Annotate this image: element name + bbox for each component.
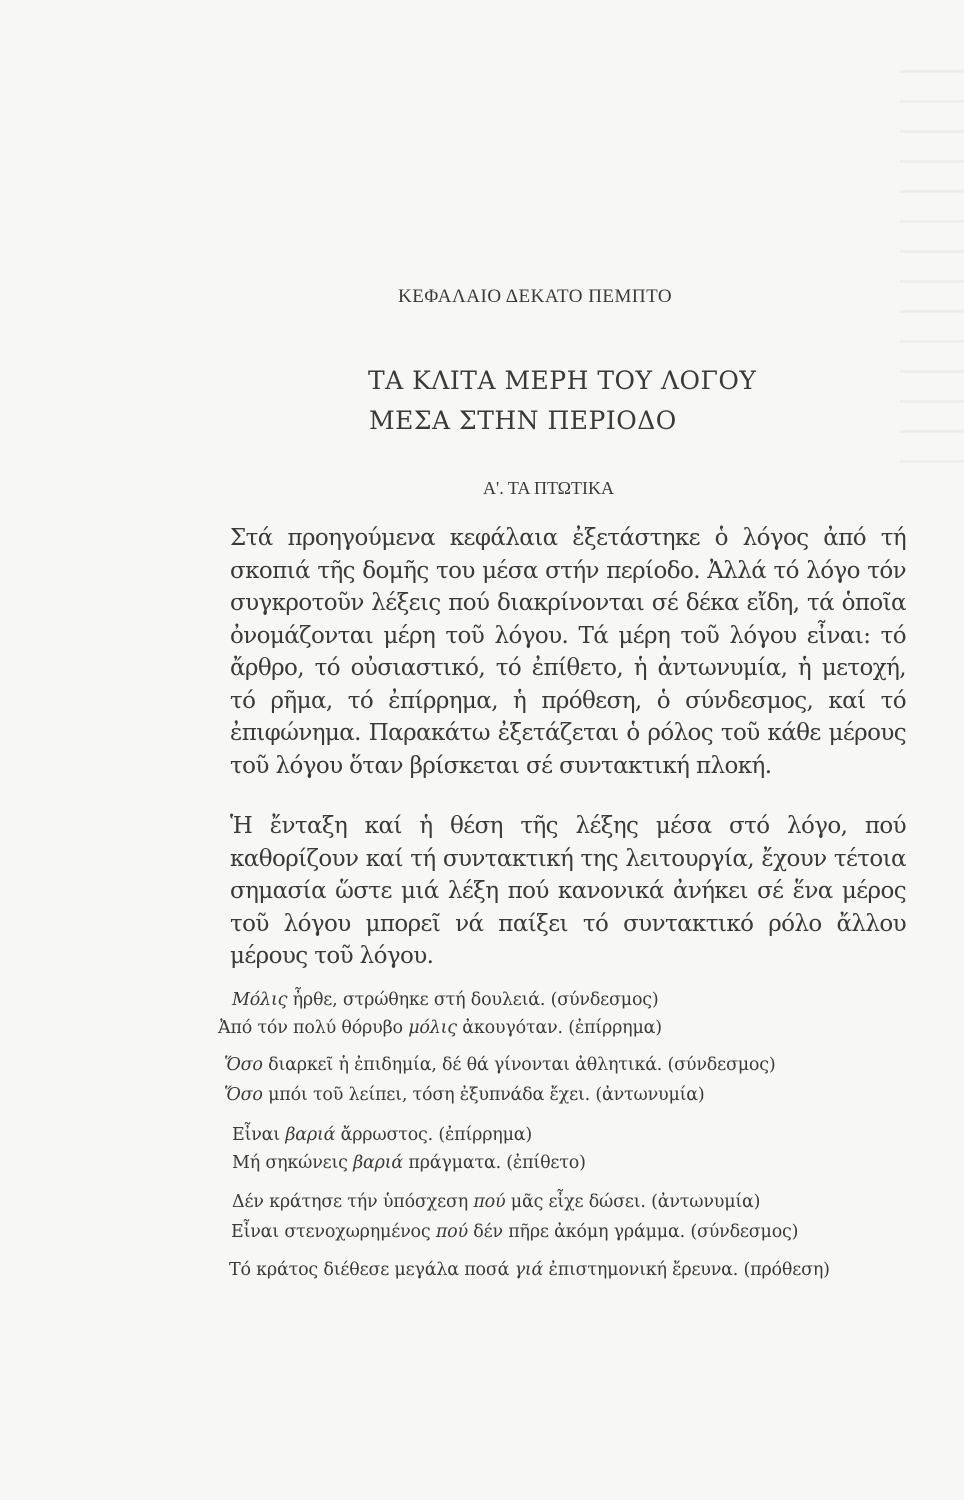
example-text: Ἀπό τόν πολύ θόρυβο (218, 1018, 409, 1038)
example-emphasis: βαριά (353, 1153, 404, 1173)
chapter-title-line-1: ΤΑ ΚΛΙΤΑ ΜΕΡΗ ΤΟΥ ΛΟΓΟΥ (368, 366, 757, 395)
paragraph-second: Ἡ ἔνταξη καί ἡ θέση τῆς λέξης μέσα στό λόγο, πού καθορίζουν καί τή συντακτική της λειτουργία, ἔχουν τέτοια σημασία ὥστε μιά λέξη πού κανονικά ἀνήκει σέ ἕνα μέρος τοῦ λόγου μπορεῖ νά παίξει τό συντακτικό ρόλο ἄλλου μέρους τοῦ λόγου. (230, 813, 906, 969)
chapter-title-line-2: ΜΕΣΑ ΣΤΗΝ ΠΕΡΙΟΔΟ (369, 406, 677, 435)
example-text: Εἶναι (232, 1125, 286, 1145)
example-line (232, 990, 659, 1010)
example-line (232, 1153, 586, 1173)
example-text: ἀκουγόταν. (ἐπίρρημα) (456, 1018, 662, 1038)
example-text: ἄρρωστος. (ἐπίρρημα) (335, 1125, 533, 1145)
example-line (231, 1222, 798, 1242)
example-line (218, 1018, 662, 1038)
example-text: μᾶς εἶχε δώσει. (ἀντωνυμία) (505, 1192, 761, 1212)
example-text: πράγματα. (ἐπίθετο) (403, 1153, 586, 1173)
section-heading: Α'. ΤΑ ΠΤΩΤΙΚΑ (483, 478, 615, 498)
example-emphasis: βαριά (285, 1125, 336, 1145)
example-line (229, 1260, 830, 1280)
example-emphasis: πού (435, 1222, 468, 1242)
example-line (224, 1055, 775, 1075)
paragraph-intro: Στά προηγούμενα κεφάλαια ἐξετάστηκε ὁ λόγος ἀπό τή σκοπιά τῆς δομῆς του μέσα στήν περίοδο. Ἀλλά τό λόγο τόν συγκροτοῦν λέξεις πού διακρίνονται σέ δέκα εἴδη, τά ὁποῖα ὀνομάζονται μέρη τοῦ λόγου. Τά μέρη τοῦ λόγου εἶναι: τό ἄρθρο, τό οὐσιαστικό, τό ἐπίθετο, ἡ ἀντωνυμία, ἡ μετοχή, τό ρῆμα, τό ἐπίρρημα, ἡ πρόθεση, ὁ σύνδεσμος, καί τό ἐπιφώνημα. Παρακάτω ἐξετάζεται ὁ ρόλος τοῦ κάθε μέρους τοῦ λόγου ὅταν βρίσκεται σέ συντακτική πλοκή. (230, 525, 906, 779)
example-emphasis: Μόλις (232, 990, 288, 1010)
example-line (224, 1085, 705, 1105)
example-emphasis: γιά (514, 1260, 544, 1280)
example-text: ἐπιστημονική ἔρευνα. (πρόθεση) (543, 1260, 830, 1280)
example-text: Μή σηκώνεις (232, 1153, 354, 1173)
example-emphasis: Ὅσο (224, 1085, 263, 1105)
facing-page-bleed (900, 70, 964, 490)
example-text: διαρκεῖ ἡ ἐπιδημία, δέ θά γίνονται ἀθλητικά. (σύνδεσμος) (262, 1055, 776, 1075)
example-text: Δέν κράτησε τήν ὑπόσχεση (232, 1192, 474, 1212)
example-text: μπόι τοῦ λείπει, τόση ἐξυπνάδα ἔχει. (ἀντωνυμία) (262, 1085, 705, 1105)
example-line (232, 1125, 532, 1145)
example-text: ἦρθε, στρώθηκε στή δουλειά. (σύνδεσμος) (287, 990, 659, 1010)
example-text: Εἶναι στενοχωρημένος (231, 1222, 436, 1242)
example-text: δέν πῆρε ἀκόμη γράμμα. (σύνδεσμος) (467, 1222, 799, 1242)
example-emphasis: Ὅσο (224, 1055, 263, 1075)
example-text: Τό κράτος διέθεσε μεγάλα ποσά (229, 1260, 515, 1280)
example-emphasis: μόλις (408, 1018, 457, 1038)
chapter-heading: ΚΕΦΑΛΑΙΟ ΔΕΚΑΤΟ ΠΕΜΠΤΟ (398, 286, 673, 307)
example-line (232, 1192, 760, 1212)
example-emphasis: πού (473, 1192, 506, 1212)
